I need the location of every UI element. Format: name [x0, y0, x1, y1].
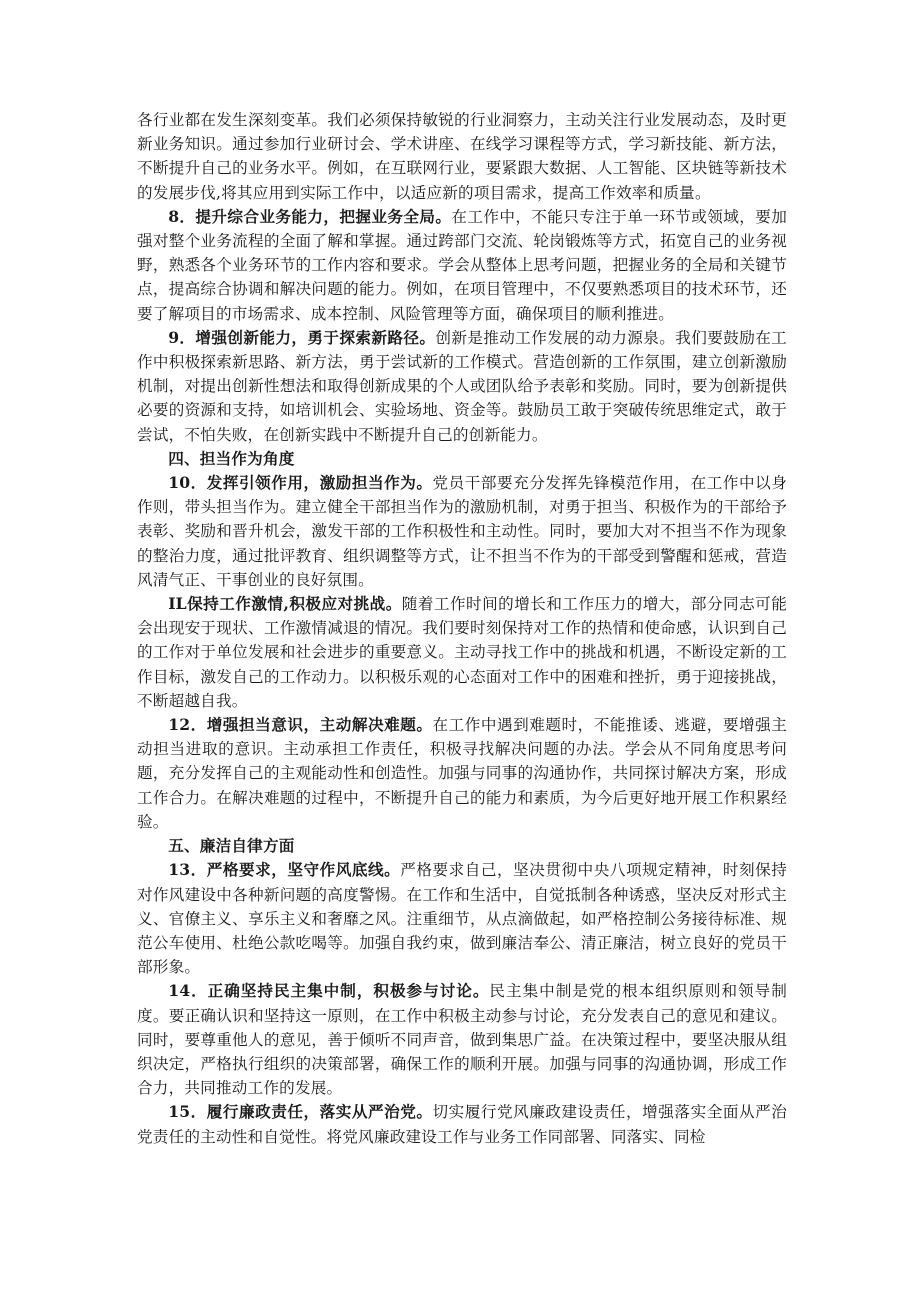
- paragraph-body: 党员干部要充分发挥先锋模范作用，在工作中以身作则，带头担当作为。建立健全干部担当作为的激励机制，对勇于担当、积极作为的干部给予表彰、奖励和晋升机会，激发干部的工作积极性和主动性。同时，要加大对不担当不作为现象的整治力度，通过批评教育、组织调整等方式，让不担当不作为的干部受到警醒和惩戒，营造风清气正、干事创业的良好氛围。: [137, 474, 787, 589]
- paragraph-item-9: [137, 326, 787, 447]
- section-heading-4: 四、担当作为角度: [168, 448, 295, 468]
- paragraph-lead: 13．严格要求，坚守作风底线。: [168, 860, 401, 880]
- paragraph-body: 民主集中制是党的根本组织原则和领导制度。要正确认识和坚持这一原则，在工作中积极主动参与讨论，充分发表自己的意见和建议。同时，要尊重他人的意见，善于倾听不同声音，做到集思广益。在决策过程中，要坚决服从组织决定，严格执行组织的决策部署，确保工作的顺利开展。加强与同事的沟通协调，形成工作合力，共同推动工作的发展。: [137, 982, 787, 1098]
- paragraph-lead: 15．履行廉政责任，落实从严治党。: [168, 1102, 433, 1122]
- paragraph-item-13: [137, 858, 787, 979]
- paragraph-lead: IL保持工作激情,积极应对挑战。: [168, 594, 402, 614]
- paragraph-item-10: [137, 471, 787, 592]
- paragraph-item-11: [137, 592, 787, 713]
- paragraph-item-8: [137, 205, 787, 326]
- paragraph-body: 各行业都在发生深刻变革。我们必须保持敏锐的行业洞察力，主动关注行业发展动态，及时更新业务知识。通过参加行业研讨会、学术讲座、在线学习课程等方式，学习新技能、新方法，不断提升自己的业务水平。例如，在互联网行业，要紧跟大数据、人工智能、区块链等新技术的发展步伐,将其应用到实际工作中，以适应新的项目需求，提高工作效率和质量。: [137, 111, 787, 202]
- paragraph-body: 严格要求自己，坚决贯彻中央八项规定精神，时刻保持对作风建设中各种新问题的高度警惕。在工作和生活中，自觉抵制各种诱惑，坚决反对形式主义、官僚主义、享乐主义和奢靡之风。注重细节，从点滴做起，如严格控制公务接待标准、规范公车使用、杜绝公款吃喝等。加强自我约束，做到廉洁奉公、清正廉洁，树立良好的党员干部形象。: [137, 861, 787, 977]
- paragraph-body: 在工作中遇到难题时，不能推诿、逃避，要增强主动担当进取的意识。主动承担工作责任，积极寻找解决问题的办法。学会从不同角度思考问题，充分发挥自己的主观能动性和创造性。加强与同事的沟通协作，共同探讨解决方案，形成工作合力。在解决难题的过程中，不断提升自己的能力和素质，为今后更好地开展工作积累经验。: [137, 716, 787, 831]
- paragraph-continuation: [137, 108, 787, 205]
- paragraph-item-14: [137, 979, 787, 1100]
- paragraph-lead: 9．增强创新能力，勇于探索新路径。: [168, 327, 436, 347]
- paragraph-lead: 14．正确坚持民主集中制，积极参与讨论。: [168, 981, 490, 1001]
- paragraph-lead: 10．发挥引领作用，激励担当作为。: [168, 473, 433, 493]
- paragraph-body: 创新是推动工作发展的动力源泉。我们要鼓励在工作中积极探索新思路、新方法，勇于尝试新的工作模式。营造创新的工作氛围，建立创新激励机制，对提出创新性想法和取得创新成果的个人或团队给予表彰和奖励。同时，要为创新提供必要的资源和支持，如培训机会、实验场地、资金等。鼓励员工敢于突破传统思维定式，敢于尝试，不怕失败，在创新实践中不断提升自己的创新能力。: [137, 328, 787, 444]
- document-body: [137, 108, 787, 1149]
- paragraph-body: 切实履行党风廉政建设责任，增强落实全面从严治党责任的主动性和自觉性。将党风廉政建设工作与业务工作同部署、同落实、同检: [137, 1103, 787, 1146]
- section-heading-5: 五、廉洁自律方面: [168, 836, 295, 856]
- paragraph-item-15: [137, 1100, 787, 1148]
- paragraph-lead: 8．提升综合业务能力，把握业务全局。: [168, 206, 452, 226]
- paragraph-body: 随着工作时间的增长和工作压力的增大，部分同志可能会出现安于现状、工作激情减退的情况。我们要时刻保持对工作的热情和使命感，认识到自己的工作对于单位发展和社会进步的重要意义。主动寻找工作中的挑战和机遇，不断设定新的工作目标，激发自己的工作动力。以积极乐观的心态面对工作中的困难和挫折，勇于迎接挑战，不断超越自我。: [137, 595, 787, 710]
- paragraph-item-12: [137, 713, 787, 834]
- paragraph-lead: 12．增强担当意识，主动解决难题。: [168, 715, 433, 735]
- paragraph-body: 在工作中，不能只专注于单一环节或领域，要加强对整个业务流程的全面了解和掌握。通过跨部门交流、轮岗锻炼等方式，拓宽自己的业务视野，熟悉各个业务环节的工作内容和要求。学会从整体上思考问题，把握业务的全局和关键节点，提高综合协调和解决问题的能力。例如，在项目管理中，不仅要熟悉项目的技术环节，还要了解项目的市场需求、成本控制、风险管理等方面，确保项目的顺利推进。: [137, 207, 788, 323]
